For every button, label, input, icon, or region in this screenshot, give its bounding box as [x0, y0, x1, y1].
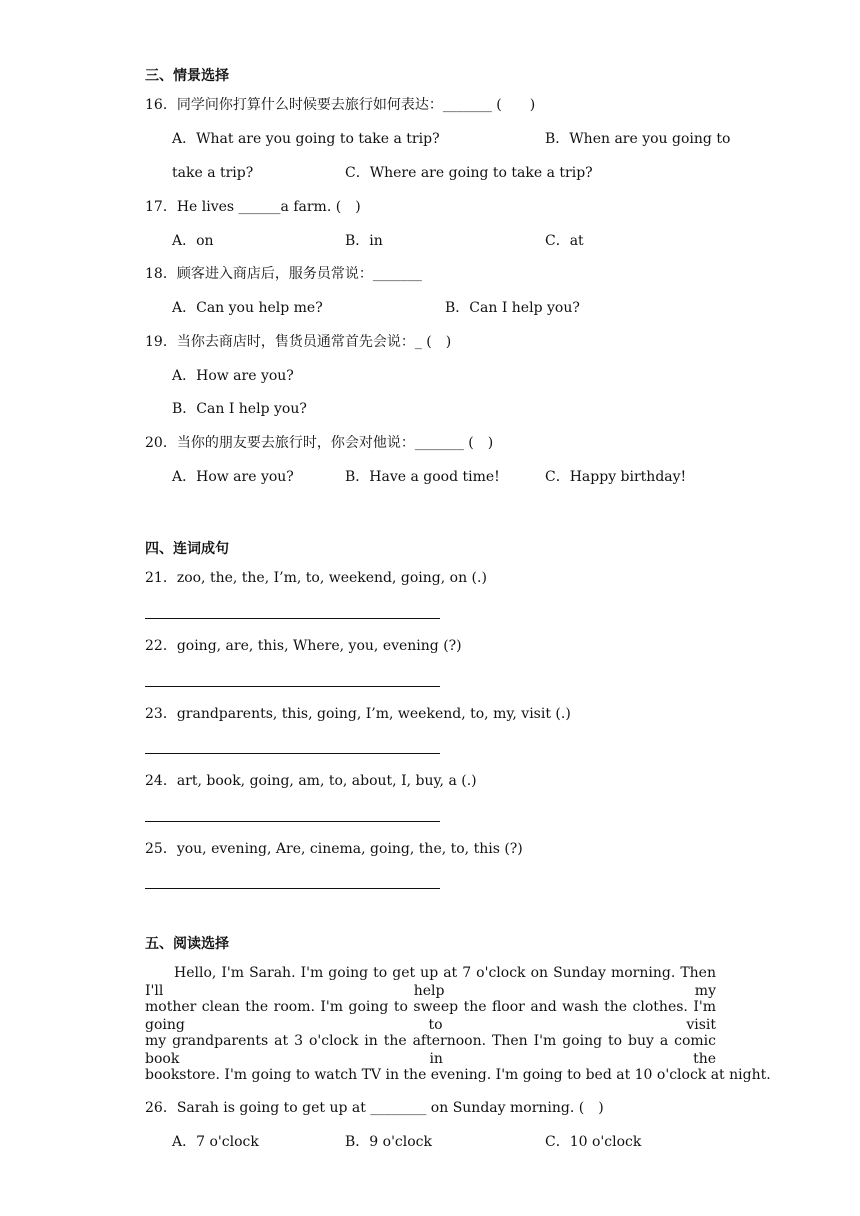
- answer-line-23: [145, 753, 440, 754]
- question-20-option-a: A．How are you?: [172, 469, 294, 485]
- question-20-stem: 20．当你的朋友要去旅行时，你会对他说：_______ ( ): [145, 435, 494, 451]
- question-26-option-c: C．10 o'clock: [545, 1134, 642, 1150]
- section-heading-5: 五、阅读选择: [145, 936, 229, 952]
- question-26-option-b: B．9 o'clock: [345, 1134, 432, 1150]
- question-16-option-b: B．When are you going to: [545, 131, 731, 147]
- passage-line-3: my grandparents at 3 o'clock in the afternoon. Then I'm going to buy a comic book in the: [145, 1033, 716, 1067]
- question-23-stem: 23．grandparents, this, going, I’m, weekend, to, my, visit (.): [145, 706, 571, 722]
- question-26-option-a: A．7 o'clock: [172, 1134, 259, 1150]
- question-16-stem: 16．同学问你打算什么时候要去旅行如何表达：_______ ( ): [145, 97, 536, 113]
- answer-line-25: [145, 888, 440, 889]
- question-16-option-a: A．What are you going to take a trip?: [172, 131, 440, 147]
- passage-line-1: Hello, I'm Sarah. I'm going to get up at 7 o'clock on Sunday morning. Then I'll help my: [145, 965, 716, 999]
- section-heading-3: 三、情景选择: [145, 68, 229, 84]
- question-20-option-b: B．Have a good time!: [345, 469, 500, 485]
- question-17-option-a: A．on: [172, 233, 214, 249]
- question-18-stem: 18．顾客进入商店后，服务员常说：_______: [145, 266, 422, 282]
- section-heading-4: 四、连词成句: [145, 541, 229, 557]
- question-17-option-c: C．at: [545, 233, 584, 249]
- question-17-option-b: B．in: [345, 233, 383, 249]
- question-18-option-b: B．Can I help you?: [445, 300, 580, 316]
- question-19-stem: 19．当你去商店时，售货员通常首先会说：_ ( ): [145, 334, 452, 350]
- answer-line-21: [145, 618, 440, 619]
- question-19-option-a: A．How are you?: [172, 368, 294, 384]
- question-16-option-c: C．Where are going to take a trip?: [345, 165, 593, 181]
- question-24-stem: 24．art, book, going, am, to, about, I, buy, a (.): [145, 773, 477, 789]
- answer-line-24: [145, 821, 440, 822]
- question-25-stem: 25．you, evening, Are, cinema, going, the, to, this (?): [145, 841, 523, 857]
- question-17-stem: 17．He lives ______a farm. ( ): [145, 199, 361, 215]
- question-21-stem: 21．zoo, the, the, I’m, to, weekend, going, on (.): [145, 570, 487, 586]
- question-19-option-b: B．Can I help you?: [172, 401, 307, 417]
- passage-line-4: bookstore. I'm going to watch TV in the evening. I'm going to bed at 10 o'clock at night.: [145, 1067, 771, 1083]
- question-26-stem: 26．Sarah is going to get up at ________ on Sunday morning. ( ): [145, 1100, 604, 1116]
- question-18-option-a: A．Can you help me?: [172, 300, 323, 316]
- question-16-option-b-continued: take a trip?: [172, 165, 254, 181]
- question-20-option-c: C．Happy birthday!: [545, 469, 687, 485]
- question-22-stem: 22．going, are, this, Where, you, evening (?): [145, 638, 462, 654]
- passage-line-2: mother clean the room. I'm going to sweep the floor and wash the clothes. I'm going to visit: [145, 999, 716, 1033]
- answer-line-22: [145, 686, 440, 687]
